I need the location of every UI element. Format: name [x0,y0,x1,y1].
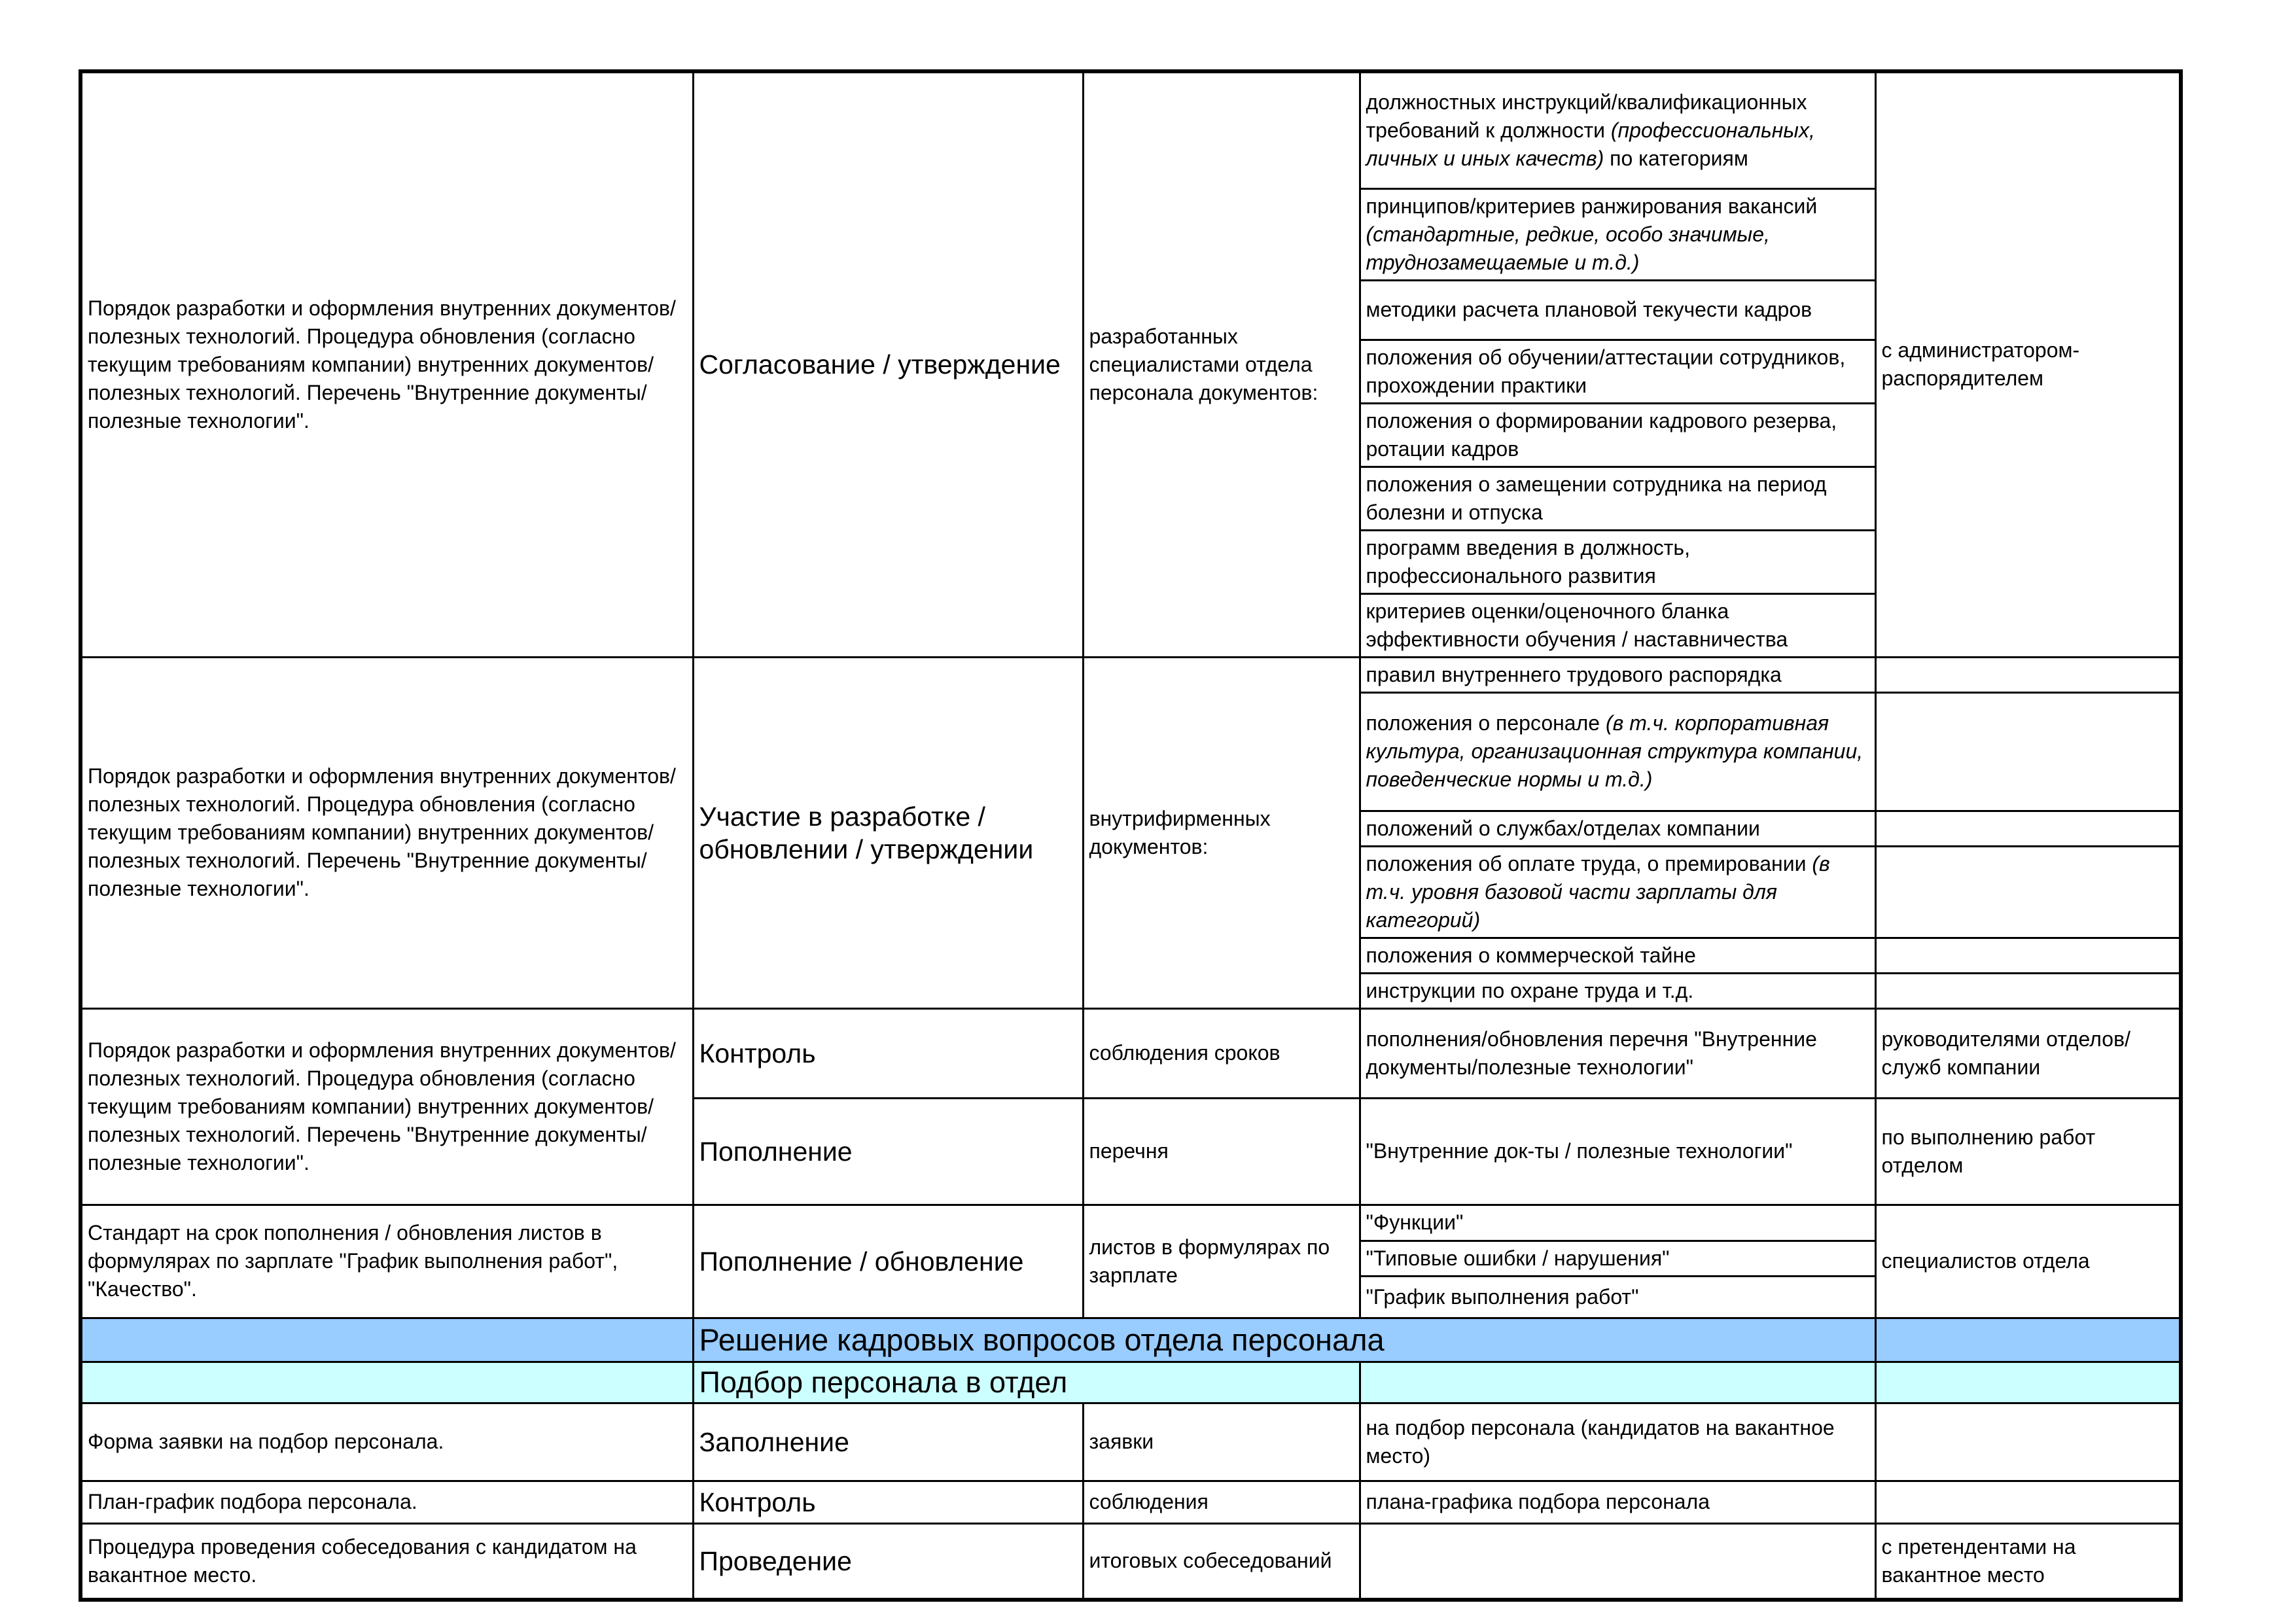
g2-item-1-text: положения о персонале [1366,711,1606,735]
g2-with-cell [1875,811,2181,846]
g2-item-3-italic: (в т.ч. уровня базовой части зарплаты для категорий) [1366,851,1830,932]
g5-with-cell [1875,1523,2181,1600]
g5-row-2-action: Проведение [699,1545,852,1576]
subsection-title [693,1362,1360,1403]
g1-item-cell [1360,340,1875,403]
g1-item-cell [1360,403,1875,467]
g5-with-cell [1875,1481,2181,1523]
g4-item-0-text: "Функции" [1366,1210,1464,1234]
g2-item-2-text: положений о службах/отделах компании [1366,816,1760,840]
g5-with-cell [1875,1403,2181,1481]
g4-action-text: Пополнение / обновление [699,1246,1024,1277]
g5-object-cell [1083,1523,1360,1600]
g5-object-cell [1083,1403,1360,1481]
g1-doc-cell [80,71,693,657]
g3-action-cell [693,1008,1083,1098]
g1-object-text: разработанных специалистами отдела персонала документов: [1089,324,1318,404]
g2-with-cell [1875,846,2181,938]
g2-item-cell [1360,692,1875,811]
g3-row-1-detail: "Внутренние док-ты / полезные технологии" [1366,1139,1793,1163]
g3-row-0-with: руководителями отделов/служб компании [1881,1027,2130,1079]
g5-row-0-action: Заполнение [699,1426,849,1457]
g1-item-7-text: критериев оценки/оценочного бланка эффективности обучения / наставничества [1366,599,1788,651]
g4-item-cell [1360,1276,1875,1318]
g4-doc-text: Стандарт на срок пополнения / обновления листов в формулярах по зарплате "График выполнения работ", "Качество". [88,1221,618,1301]
g1-item-5-text: положения о замещении сотрудника на период болезни и отпуска [1366,472,1827,524]
g3-doc-cell [80,1008,693,1205]
g4-action-cell [693,1205,1083,1318]
g5-detail-cell [1360,1403,1875,1481]
g2-with-cell [1875,692,2181,811]
g5-row-0-object: заявки [1089,1430,1154,1453]
g3-row-1-with: по выполнению работ отделом [1881,1125,2096,1177]
g3-row-0-detail: пополнения/обновления перечня "Внутренние документы/полезные технологии" [1366,1027,1817,1079]
g4-item-1-text: "Типовые ошибки / нарушения" [1366,1246,1670,1270]
g2-item-4-text: положения о коммерческой тайне [1366,943,1696,967]
g2-item-1-italic: (в т.ч. корпоративная культура, организационная структура компании, поведенческие нормы и т.д.) [1366,711,1863,791]
g2-doc-text: Порядок разработки и оформления внутренних документов/полезных технологий. Процедура обновления (согласно текущим требованиям компании) внутренних документов/полезных технологий. Перечень "Внутренние документы/полезные технологии". [88,764,676,900]
g1-item-cell [1360,467,1875,530]
document-table [79,69,2183,1602]
g3-with-cell [1875,1008,2181,1098]
g3-doc-text: Порядок разработки и оформления внутренних документов/полезных технологий. Процедура обновления (согласно текущим требованиям компании) внутренних документов/полезных технологий. Перечень "Внутренние документы/полезные технологии". [88,1038,676,1174]
g5-row-1-doc: План-график подбора персонала. [88,1490,417,1513]
g2-item-cell [1360,938,1875,973]
g5-row-2-object: итоговых собеседований [1089,1549,1332,1573]
g2-action-cell [693,657,1083,1008]
g4-item-cell [1360,1205,1875,1241]
g4-object-cell [1083,1205,1360,1318]
g5-detail-cell [1360,1481,1875,1523]
g5-row-2-with: с претендентами на вакантное место [1881,1534,2076,1587]
g2-object-text: внутрифирменных документов: [1089,806,1271,858]
g2-with-cell [1875,973,2181,1008]
g1-object-cell [1083,71,1360,657]
g1-item-6-text: программ введения в должность, профессионального развития [1366,535,1690,588]
g3-with-cell [1875,1098,2181,1205]
g1-item-cell [1360,71,1875,188]
g3-object-cell [1083,1008,1360,1098]
g3-row-1-action: Пополнение [699,1136,853,1167]
g3-object-cell [1083,1098,1360,1205]
g4-with-cell [1875,1205,2181,1318]
g2-item-cell [1360,657,1875,692]
g1-item-0-italic: (профессиональных, личных и иных качеств) [1366,118,1815,170]
g2-action-text: Участие в разработке / обновлении / утверждении [699,801,1034,864]
section-title [693,1318,1875,1362]
g5-action-cell [693,1403,1083,1481]
g5-object-cell [1083,1481,1360,1523]
g5-doc-cell [80,1481,693,1523]
g4-object-text: листов в формулярах по зарплате [1089,1235,1330,1287]
g1-item-cell [1360,530,1875,593]
g5-row-2-doc: Процедура проведения собеседования с кандидатом на вакантное место. [88,1534,637,1587]
g3-detail-cell [1360,1008,1875,1098]
g5-detail-cell [1360,1523,1875,1600]
g1-with-cell [1875,71,2181,657]
g2-object-cell [1083,657,1360,1008]
g1-item-4-text: положения о формировании кадрового резерва, ротации кадров [1366,408,1837,461]
g3-row-0-object: соблюдения сроков [1089,1041,1280,1065]
subsection-cyan-cell [1875,1362,2181,1403]
g2-with-cell [1875,938,2181,973]
subsection-cyan-cell [1360,1362,1875,1403]
g4-item-2-text: "График выполнения работ" [1366,1284,1639,1309]
g1-item-1-italic: (стандартные, редкие, особо значимые, труднозамещаемые и т.д.) [1366,222,1770,274]
g2-item-0-text: правил внутреннего трудового распорядка [1366,662,1782,686]
g1-item-cell [1360,188,1875,280]
g1-item-0-text: должностных инструкций/квалификационных требований к должности [1366,90,1807,142]
g1-item-3-text: положения об обучении/аттестации сотрудников, прохождении практики [1366,345,1846,397]
g1-item-0-after: по категориям [1604,146,1748,170]
g2-item-5-text: инструкции по охране труда и т.д. [1366,978,1694,1002]
g1-action-cell [693,71,1083,657]
section-blue-cell [1875,1318,2181,1362]
g2-doc-cell [80,657,693,1008]
g3-action-cell [693,1098,1083,1205]
g3-row-0-action: Контроль [699,1038,816,1068]
g4-doc-cell [80,1205,693,1318]
g5-row-1-detail: плана-графика подбора персонала [1366,1490,1710,1513]
g1-item-1-text: принципов/критериев ранжирования вакансий [1366,194,1818,218]
g5-doc-cell [80,1523,693,1600]
g4-with-text: специалистов отдела [1881,1249,2090,1273]
g2-item-cell [1360,846,1875,938]
g5-row-1-action: Контроль [699,1487,816,1517]
g5-action-cell [693,1481,1083,1523]
g4-item-cell [1360,1241,1875,1276]
g1-with-text: с администратором-распорядителем [1881,338,2080,391]
g3-detail-cell [1360,1098,1875,1205]
section-title-text: Решение кадровых вопросов отдела персонала [699,1322,1385,1357]
g3-row-1-object: перечня [1089,1139,1169,1163]
g1-item-2-text: методики расчета плановой текучести кадров [1366,298,1812,321]
g2-with-cell [1875,657,2181,692]
g1-action-text: Согласование / утверждение [699,349,1061,380]
g5-row-0-detail: на подбор персонала (кандидатов на вакантное место) [1366,1415,1835,1468]
g1-doc-text: Порядок разработки и оформления внутренних документов/полезных технологий. Процедура обновления (согласно текущим требованиям компании) внутренних документов/полезных технологий. Перечень "Внутренние документы/полезные технологии". [88,296,676,432]
g2-item-cell [1360,811,1875,846]
g5-row-1-object: соблюдения [1089,1490,1209,1513]
g5-row-0-doc: Форма заявки на подбор персонала. [88,1430,444,1453]
g2-item-cell [1360,973,1875,1008]
subsection-cyan-cell [80,1362,693,1403]
g1-item-cell [1360,593,1875,657]
g5-doc-cell [80,1403,693,1481]
subsection-title-text: Подбор персонала в отдел [699,1365,1068,1399]
g5-action-cell [693,1523,1083,1600]
g1-item-cell [1360,280,1875,340]
section-blue-cell [80,1318,693,1362]
g2-item-3-text: положения об оплате труда, о премировании [1366,851,1812,875]
